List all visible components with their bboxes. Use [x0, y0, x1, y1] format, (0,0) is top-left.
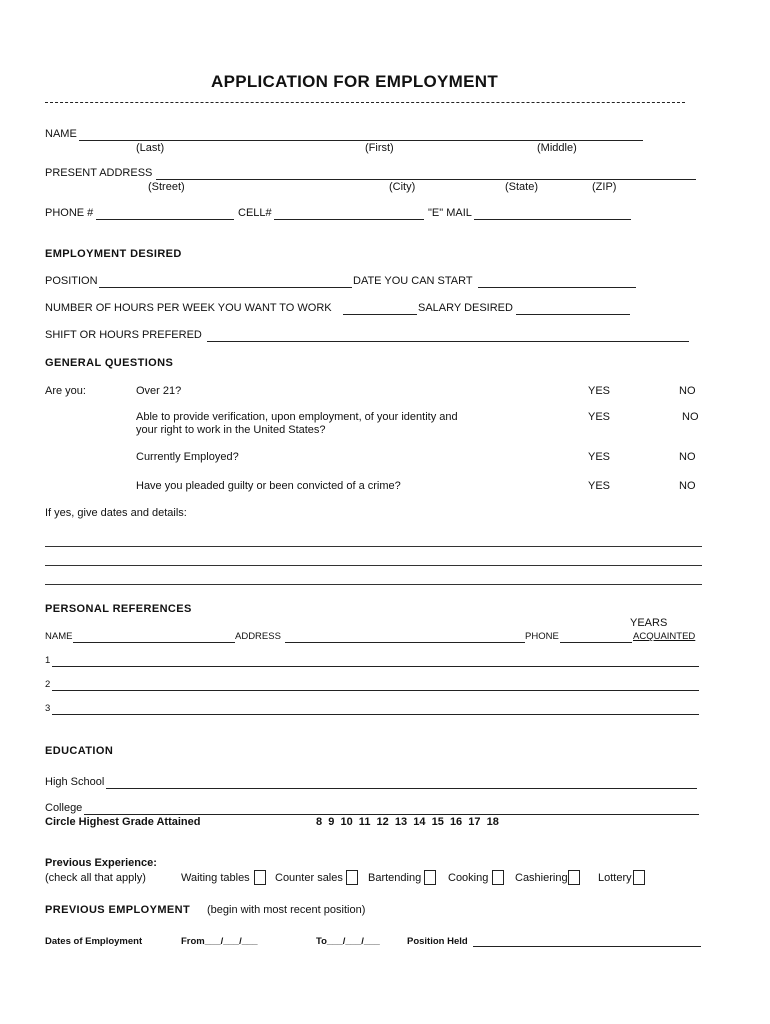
references-heading: PERSONAL REFERENCES [45, 603, 192, 615]
position-held-field[interactable] [473, 946, 701, 947]
reference-row-number: 2 [45, 679, 51, 690]
salary-label: SALARY DESIRED [418, 302, 513, 314]
no-option[interactable]: NO [679, 480, 696, 492]
name-sub-middle: (Middle) [537, 142, 577, 154]
education-heading: EDUCATION [45, 745, 114, 757]
address-sub-city: (City) [389, 181, 416, 193]
start-date-field[interactable] [478, 287, 636, 288]
general-questions-heading: GENERAL QUESTIONS [45, 357, 174, 369]
checkbox-waiting-tables[interactable] [254, 870, 266, 885]
position-held-label: Position Held [407, 936, 468, 947]
question-currently-employed: Currently Employed? [136, 451, 239, 463]
from-date-field[interactable]: From___/___/___ [181, 936, 258, 947]
references-col-address: ADDRESS [235, 631, 281, 642]
position-field[interactable] [99, 287, 352, 288]
experience-item-lottery: Lottery [598, 872, 632, 884]
checkbox-cashiering[interactable] [568, 870, 580, 885]
hours-label: NUMBER OF HOURS PER WEEK YOU WANT TO WORK [45, 302, 332, 314]
shift-label: SHIFT OR HOURS PREFERED [45, 329, 202, 341]
shift-field[interactable] [207, 341, 689, 342]
question-verification-line1: Able to provide verification, upon employment, of your identity and [136, 411, 458, 423]
start-date-label: DATE YOU CAN START [353, 275, 473, 287]
title-divider [45, 102, 685, 103]
references-col-name: NAME [45, 631, 73, 642]
college-field[interactable] [84, 814, 699, 815]
references-col-years: YEARS [630, 617, 668, 629]
hours-field[interactable] [343, 314, 417, 315]
employment-desired-heading: EMPLOYMENT DESIRED [45, 248, 182, 260]
cell-field[interactable] [274, 219, 424, 220]
are-you-label: Are you: [45, 385, 86, 397]
yes-option[interactable]: YES [588, 480, 611, 492]
page-title: APPLICATION FOR EMPLOYMENT [211, 72, 499, 91]
address-field[interactable] [156, 179, 696, 180]
references-phone-line [560, 642, 632, 643]
no-option[interactable]: NO [679, 451, 696, 463]
experience-item-cashiering: Cashiering [515, 872, 568, 884]
reference-row-number: 1 [45, 655, 51, 666]
reference-row-1[interactable] [52, 666, 699, 667]
experience-item-waiting-tables: Waiting tables [181, 872, 250, 884]
experience-item-cooking: Cooking [448, 872, 489, 884]
checkbox-lottery[interactable] [633, 870, 645, 885]
no-option[interactable]: NO [682, 411, 699, 423]
reference-row-number: 3 [45, 703, 51, 714]
yes-option[interactable]: YES [588, 411, 611, 423]
references-col-phone: PHONE [525, 631, 559, 642]
address-sub-state: (State) [505, 181, 539, 193]
experience-heading: Previous Experience: [45, 857, 157, 869]
email-label: "E" MAIL [428, 207, 472, 219]
no-option[interactable]: NO [679, 385, 696, 397]
name-label: NAME [45, 128, 77, 140]
experience-note: (check all that apply) [45, 872, 146, 884]
grade-options[interactable]: 8 9 10 11 12 13 14 15 16 17 18 [316, 816, 499, 828]
to-date-field[interactable]: To___/___/___ [316, 936, 380, 947]
name-sub-first: (First) [365, 142, 394, 154]
checkbox-cooking[interactable] [492, 870, 504, 885]
address-sub-street: (Street) [148, 181, 185, 193]
references-name-line [73, 642, 235, 643]
question-over-21: Over 21? [136, 385, 182, 397]
phone-field[interactable] [96, 219, 234, 220]
question-verification-line2: your right to work in the United States? [136, 424, 326, 436]
details-line-1[interactable] [45, 546, 702, 547]
yes-option[interactable]: YES [588, 385, 611, 397]
checkbox-bartending[interactable] [424, 870, 436, 885]
reference-row-2[interactable] [52, 690, 699, 691]
if-yes-label: If yes, give dates and details: [45, 507, 187, 519]
experience-item-counter-sales: Counter sales [275, 872, 343, 884]
phone-label: PHONE # [45, 207, 94, 219]
yes-option[interactable]: YES [588, 451, 611, 463]
details-line-3[interactable] [45, 584, 702, 585]
name-field[interactable] [79, 140, 643, 141]
salary-field[interactable] [516, 314, 630, 315]
experience-item-bartending: Bartending [368, 872, 422, 884]
reference-row-3[interactable] [52, 714, 699, 715]
address-sub-zip: (ZIP) [592, 181, 617, 193]
high-school-label: High School [45, 776, 105, 788]
previous-employment-heading: PREVIOUS EMPLOYMENT [45, 904, 191, 916]
previous-employment-note: (begin with most recent position) [207, 904, 366, 916]
address-label: PRESENT ADDRESS [45, 167, 153, 179]
details-line-2[interactable] [45, 565, 702, 566]
circle-grade-label: Circle Highest Grade Attained [45, 816, 201, 828]
name-sub-last: (Last) [136, 142, 165, 154]
high-school-field[interactable] [106, 788, 697, 789]
references-address-line [285, 642, 525, 643]
position-label: POSITION [45, 275, 98, 287]
references-col-acquainted: ACQUAINTED [633, 631, 696, 642]
college-label: College [45, 802, 83, 814]
cell-label: CELL# [238, 207, 272, 219]
checkbox-counter-sales[interactable] [346, 870, 358, 885]
question-convicted: Have you pleaded guilty or been convicted of a crime? [136, 480, 401, 492]
email-field[interactable] [474, 219, 631, 220]
dates-of-employment-label: Dates of Employment [45, 936, 143, 947]
